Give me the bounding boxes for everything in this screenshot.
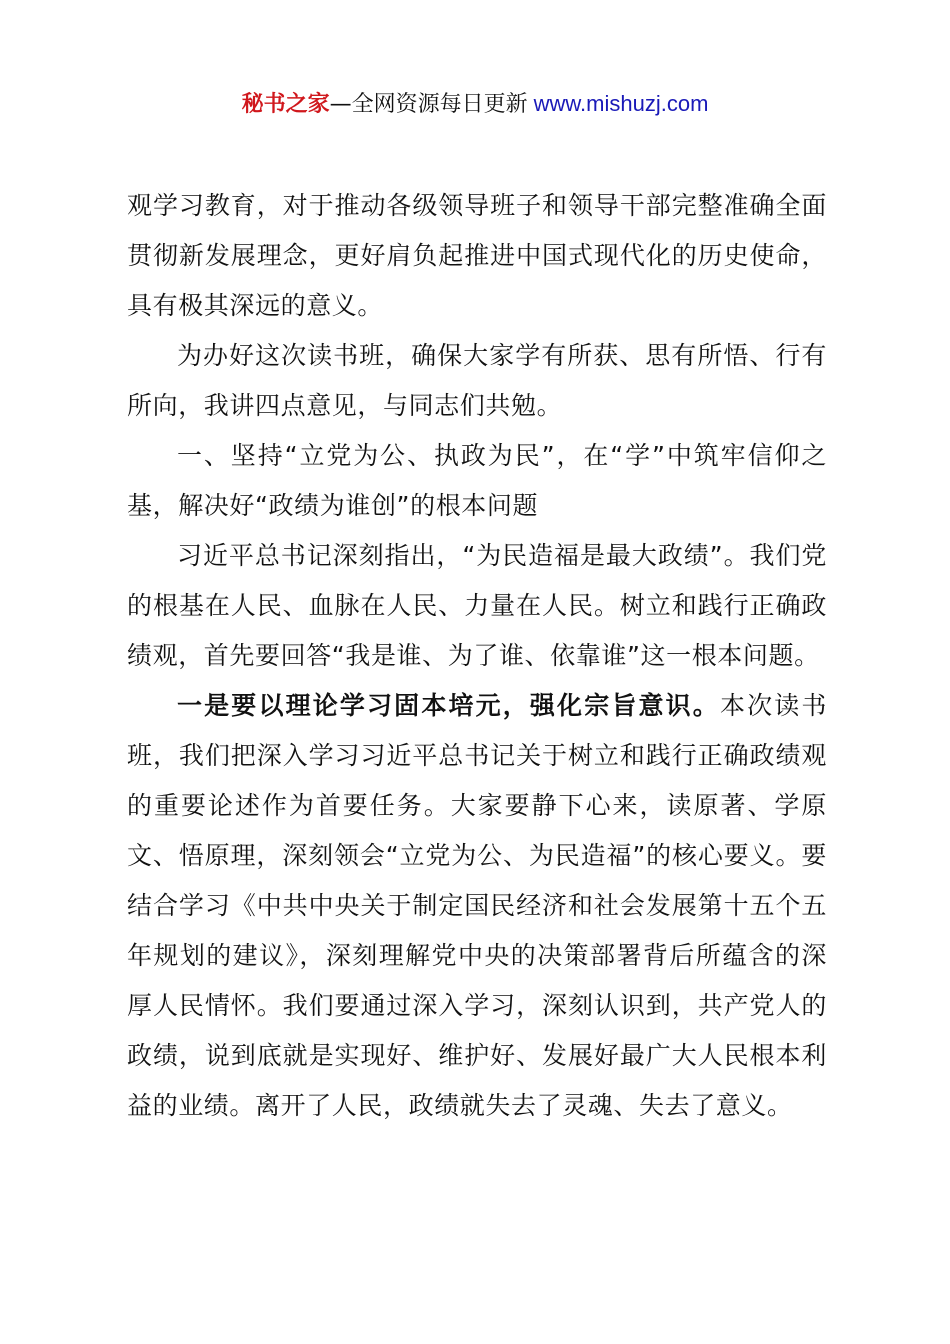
page-header (0, 88, 950, 121)
brand-name: 秘书之家 (241, 92, 330, 117)
paragraph-quote: 习近平总书记深刻指出，“为民造福是最大政绩”。我们党的根基在人民、血脉在人民、力量在人民。树立和践行正确政绩观，首先要回答“我是谁、为了谁、依靠谁”这一根本问题。 (127, 541, 827, 670)
paragraph-intro: 为办好这次读书班，确保大家学有所获、思有所悟、行有所向，我讲四点意见，与同志们共勉。 (127, 341, 827, 420)
point-one-text: 本次读书班，我们把深入学习习近平总书记关于树立和践行正确政绩观的重要论述作为首要任务。大家要静下心来，读原著、学原文、悟原理，深刻领会“立党为公、为民造福”的核心要义。要结合学习《中共中央关于制定国民经济和社会发展第十五个五年规划的建议》，深刻理解党中央的决策部署背后所蕴含的深厚人民情怀。我们要通过深入学习，深刻认识到，共产党人的政绩，说到底就是实现好、维护好、发展好最广大人民根本利益的业绩。离开了人民，政绩就失去了灵魂、失去了意义。 (127, 691, 827, 1120)
point-one-lead: 一是要以理论学习固本培元，强化宗旨意识。 (177, 691, 720, 720)
paragraph-point-one (127, 681, 827, 1131)
section-heading-one: 一、坚持“立党为公、执政为民”，在“学”中筑牢信仰之基，解决好“政绩为谁创”的根本问题 (127, 441, 827, 520)
website-link[interactable]: www.mishuzj.com (533, 91, 709, 116)
document-body (127, 181, 827, 1131)
paragraph-continuation: 观学习教育，对于推动各级领导班子和领导干部完整准确全面贯彻新发展理念，更好肩负起推进中国式现代化的历史使命，具有极其深远的意义。 (127, 191, 827, 320)
header-tagline: —全网资源每日更新 (329, 92, 528, 117)
